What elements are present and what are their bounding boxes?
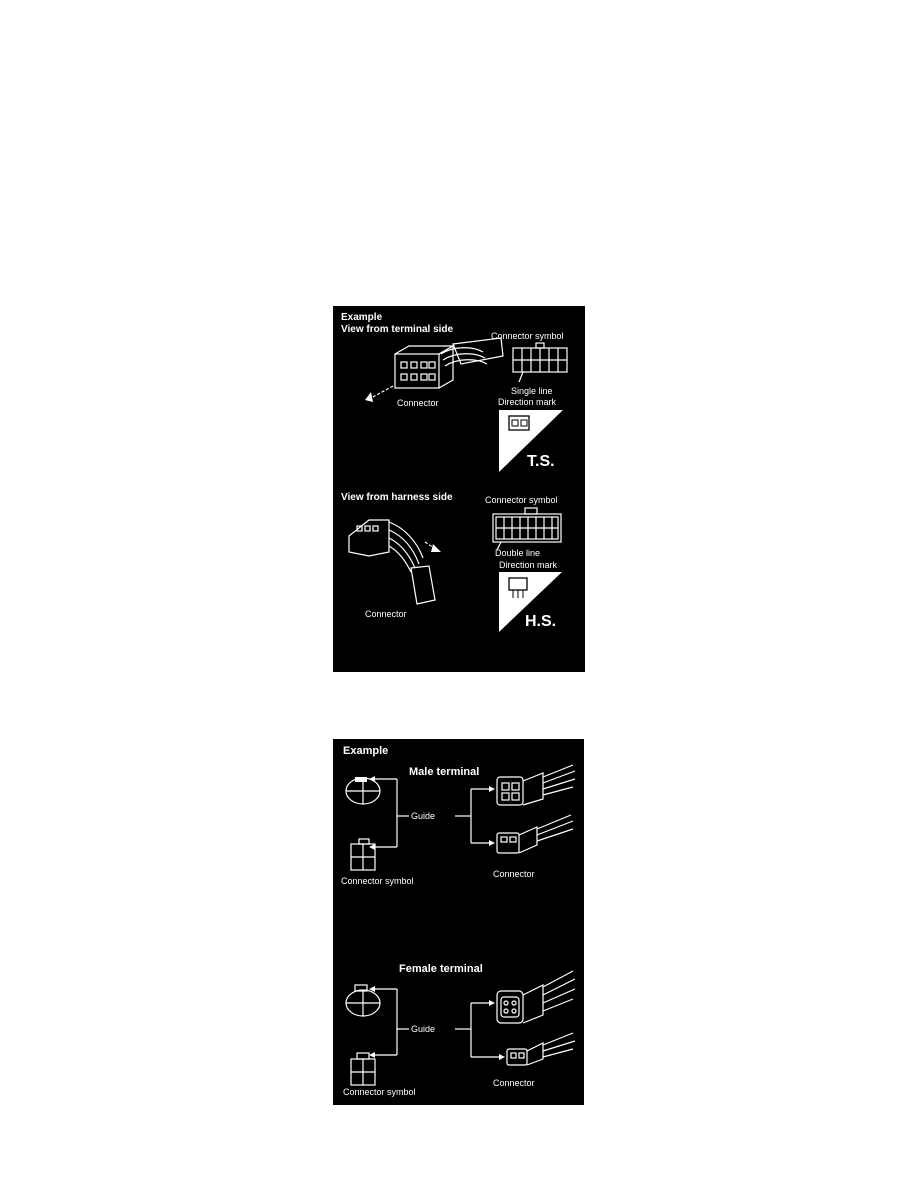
terminal-side-title: View from terminal side xyxy=(341,324,454,335)
terminal-side-connector-drawing xyxy=(365,338,503,402)
harness-side-title: View from harness side xyxy=(341,492,453,503)
male-connector-symbol-label: Connector symbol xyxy=(341,876,414,886)
female-guide-label: Guide xyxy=(411,1024,436,1034)
ts-connector-symbol-label: Connector symbol xyxy=(491,331,564,341)
harness-side-connector-drawing xyxy=(349,520,441,604)
example-label-2: Example xyxy=(343,745,389,757)
female-connector-symbol-label: Connector symbol xyxy=(343,1087,416,1097)
ts-connector-label: Connector xyxy=(397,398,439,408)
hs-badge-text: H.S. xyxy=(525,613,557,630)
ts-direction-mark-badge xyxy=(499,410,563,472)
terminal-harness-view-diagram xyxy=(333,306,585,672)
male-guide-label: Guide xyxy=(411,811,436,821)
male-terminal-title: Male terminal xyxy=(409,766,480,778)
female-connector-label: Connector xyxy=(493,1078,535,1088)
hs-connector-symbol-label: Connector symbol xyxy=(485,495,558,505)
male-connector-drawings xyxy=(497,765,575,853)
single-line-label: Single line xyxy=(511,386,553,396)
example-label: Example xyxy=(341,312,383,323)
hs-direction-mark-label: Direction mark xyxy=(499,560,558,570)
hs-direction-mark-badge xyxy=(499,572,562,632)
male-connector-label: Connector xyxy=(493,869,535,879)
ts-badge-text: T.S. xyxy=(527,453,555,470)
hs-connector-symbol xyxy=(493,508,561,550)
double-line-label: Double line xyxy=(495,548,541,558)
female-terminal-title: Female terminal xyxy=(399,963,483,975)
male-connector-symbols xyxy=(346,777,380,870)
male-female-terminal-diagram xyxy=(333,739,584,1105)
hs-connector-label: Connector xyxy=(365,609,407,619)
ts-connector-symbol xyxy=(513,343,567,382)
female-connector-drawings xyxy=(497,971,575,1065)
ts-direction-mark-label: Direction mark xyxy=(498,397,557,407)
female-connector-symbols xyxy=(346,985,380,1085)
female-guide-lines xyxy=(369,986,505,1060)
